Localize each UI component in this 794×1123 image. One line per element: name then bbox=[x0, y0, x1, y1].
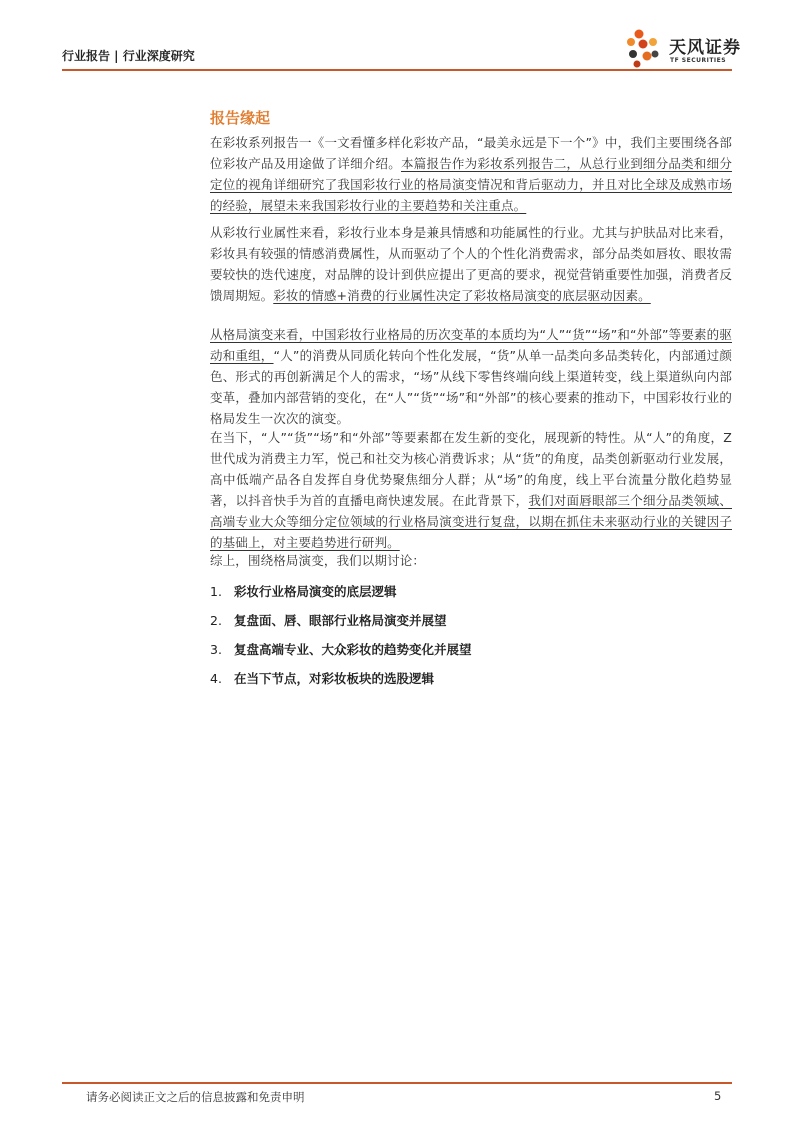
flower-logo-icon bbox=[625, 28, 669, 70]
list-number: 3. bbox=[210, 642, 222, 657]
header-divider bbox=[62, 69, 732, 71]
paragraph-text: 在当下，“人”“货”“场”和“外部”等要素都在发生新的变化，展现新的特性。从“人”的角度，Z 世代成为消费主力军，悦己和社交为核心消费诉求；从“货”的角度，品类创新驱动行业发展，高中低端产品各自发挥自身优势聚焦细分人群；从“场”的角度，线上平台流量分散化趋势显著，以抖音快手为首的直播电商快速发展。在此背景下， bbox=[210, 430, 732, 508]
paragraph-intro bbox=[210, 132, 732, 216]
section-title: 报告缘起 bbox=[210, 109, 271, 127]
underlined-text: 从格局演变来看，中国彩妆行业格局的历次变革的本质均为“人”“货”“场”和“外部”等要素的驱动和重组， bbox=[210, 327, 732, 363]
brand-logo bbox=[625, 28, 745, 68]
list-item bbox=[210, 640, 472, 660]
underlined-text: 彩妆的情感+消费的行业属性决定了彩妆格局演变的底层驱动因素。 bbox=[273, 288, 651, 303]
paragraph-text: 从彩妆行业属性来看，彩妆行业本身是兼具情感和功能属性的行业。尤其与护肤品对比来看，彩妆具有较强的情感消费属性，从而驱动了个人的个性化消费需求，部分品类如唇妆、眼妆需要较快的迭代速度，对品牌的设计到供应提出了更高的要求，视觉营销重要性加强，消费者反馈周期短。 bbox=[210, 225, 732, 303]
footer-divider bbox=[62, 1082, 732, 1084]
list-text: 在当下节点，对彩妆板块的选股逻辑 bbox=[234, 671, 435, 686]
list-number: 4. bbox=[210, 671, 222, 686]
paragraph-landscape-evolution bbox=[210, 324, 732, 429]
paragraph-text: “人”的消费从同质化转向个性化发展，“货”从单一品类向多品类转化，内部通过颜色、形式的再创新满足个人的需求，“场”从线下零售终端向线上渠道转变，线上渠道纵向内部变革，叠加内部营销的变化，在“人”“货”“场”和“外部”的核心要素的推动下，中国彩妆行业的格局发生一次次的演变。 bbox=[210, 348, 732, 426]
paragraph-text: 在彩妆系列报告一《一文看懂多样化彩妆产品，“最美永远是下一个”》中，我们主要围绕各部位彩妆产品及用途做了详细介绍。 bbox=[210, 135, 732, 171]
list-text: 彩妆行业格局演变的底层逻辑 bbox=[234, 584, 397, 599]
underlined-text: 我们对面唇眼部三个细分品类领域、高端专业大众等细分定位领域的行业格局演变进行复盘，以期在抓住未来驱动行业的关键因子的基础上，对主要趋势进行研判。 bbox=[210, 493, 732, 550]
paragraph-current-changes bbox=[210, 427, 732, 553]
list-item bbox=[210, 611, 447, 631]
list-text: 复盘高端专业、大众彩妆的趋势变化并展望 bbox=[234, 642, 472, 657]
brand-name-en: TF SECURITIES bbox=[670, 57, 727, 64]
brand-name-cn: 天风证券 bbox=[669, 38, 741, 58]
list-text: 复盘面、唇、眼部行业格局演变并展望 bbox=[234, 613, 447, 628]
list-item bbox=[210, 582, 397, 602]
paragraph-summary bbox=[210, 550, 732, 571]
list-item bbox=[210, 669, 434, 689]
list-number: 2. bbox=[210, 613, 222, 628]
list-number: 1. bbox=[210, 584, 222, 599]
footer-disclaimer: 请务必阅读正文之后的信息披露和免责申明 bbox=[86, 1090, 305, 1104]
underlined-text: 本篇报告作为彩妆系列报告二，从总行业到细分品类和细分定位的视角详细研究了我国彩妆行业的格局演变情况和背后驱动力，并且对比全球及成熟市场的经验，展望未来我国彩妆行业的主要趋势和关注重点。 bbox=[210, 156, 732, 213]
report-category: 行业报告 | 行业深度研究 bbox=[62, 49, 195, 63]
paragraph-industry-attributes bbox=[210, 222, 732, 306]
paragraph-text: 综上，围绕格局演变，我们以期讨论： bbox=[210, 553, 426, 568]
page-number: 5 bbox=[714, 1089, 722, 1103]
